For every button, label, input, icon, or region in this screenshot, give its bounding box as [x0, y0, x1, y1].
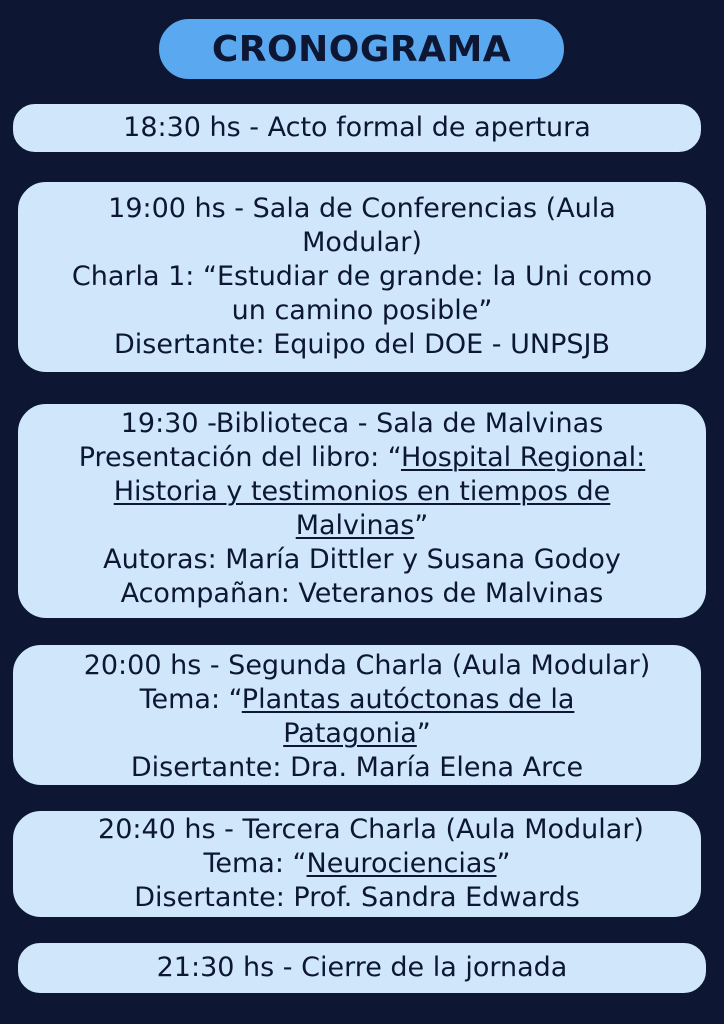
book-title-link[interactable]: Historia y testimonios en tiempos de	[113, 476, 611, 507]
item-text: ”	[414, 510, 429, 541]
book-title-link[interactable]: Malvinas	[295, 510, 415, 541]
item-line: 19:30 -Biblioteca - Sala de Malvinas	[120, 408, 604, 439]
schedule-item-opening	[11, 102, 703, 154]
item-text: Tema: “	[139, 684, 242, 715]
item-line: Autoras: María Dittler y Susana Godoy	[103, 544, 621, 575]
schedule-item-book-presentation	[16, 402, 708, 620]
item-line: Disertante: Prof. Sandra Edwards	[134, 882, 580, 913]
item-text: ”	[416, 718, 431, 749]
item-line: un camino posible”	[231, 295, 493, 326]
item-line: Modular)	[302, 227, 422, 258]
item-line: 18:30 hs - Acto formal de apertura	[123, 112, 591, 143]
item-text: Presentación del libro: “	[78, 442, 401, 473]
item-line: 20:40 hs - Tercera Charla (Aula Modular)	[98, 814, 644, 845]
item-line	[18, 475, 706, 509]
schedule-item-talk-3	[11, 809, 703, 919]
item-text: Tema: “	[203, 848, 307, 879]
item-line: Disertante: Dra. María Elena Arce	[130, 752, 584, 783]
item-line	[18, 441, 706, 475]
topic-link[interactable]: Neurociencias	[306, 848, 497, 879]
item-line	[13, 717, 701, 751]
item-line: 21:30 hs - Cierre de la jornada	[156, 952, 568, 983]
item-line	[13, 683, 701, 717]
item-line	[18, 509, 706, 543]
item-line: Charla 1: “Estudiar de grande: la Uni como	[71, 261, 653, 292]
topic-link[interactable]: Patagonia	[283, 718, 417, 749]
item-text: ”	[496, 848, 511, 879]
title-banner	[157, 17, 566, 81]
item-line: Disertante: Equipo del DOE - UNPSJB	[114, 329, 610, 360]
schedule-item-closing	[16, 941, 708, 995]
book-title-link[interactable]: Hospital Regional:	[400, 442, 646, 473]
schedule-item-talk-1	[16, 180, 708, 374]
page-title: CRONOGRAMA	[211, 28, 512, 70]
item-line	[13, 847, 701, 881]
item-line: 20:00 hs - Segunda Charla (Aula Modular)	[83, 650, 651, 681]
topic-link[interactable]: Plantas autóctonas de la	[241, 684, 575, 715]
item-line: Acompañan: Veteranos de Malvinas	[120, 578, 604, 609]
item-line: 19:00 hs - Sala de Conferencias (Aula	[108, 193, 616, 224]
schedule-item-talk-2	[11, 643, 703, 787]
